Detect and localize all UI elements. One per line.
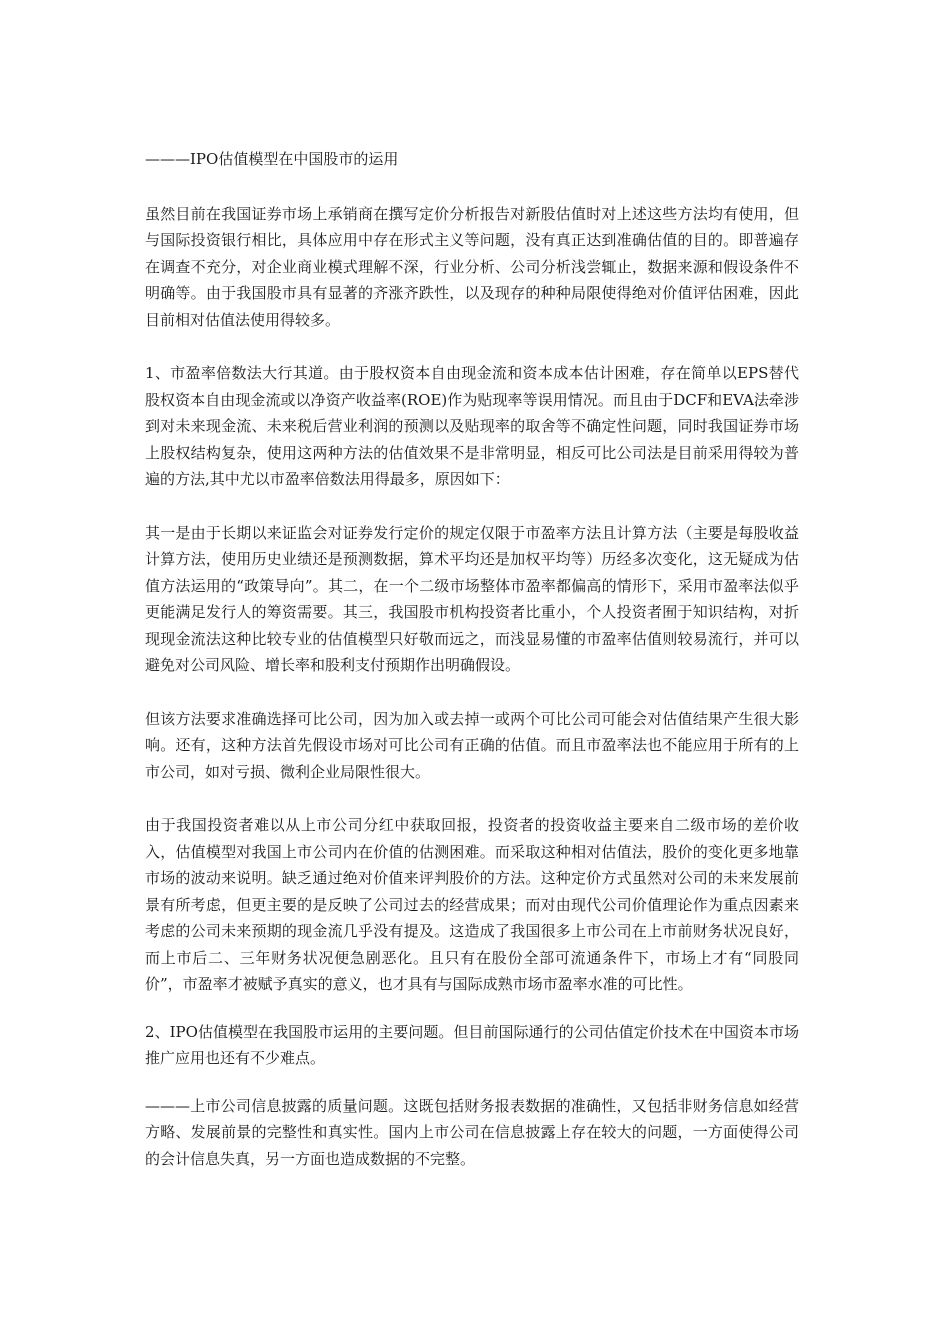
paragraph-comparable-limits: 但该方法要求准确选择可比公司，因为加入或去掉一或两个可比公司可能会对估值结果产生很大影响。还有，这种方法首先假设市场对可比公司有正确的估值。而且市盈率法也不能应用于所有的上市公司，如对亏损、微利企业局限性很大。	[145, 709, 799, 781]
paragraph-disclosure-quality: ———上市公司信息披露的质量问题。这既包括财务报表数据的准确性，又包括非财务信息如经营方略、发展前景的完整性和真实性。国内上市公司在信息披露上存在较大的问题，一方面使得公司的会计信息失真，另一方面也造成数据的不完整。	[145, 1096, 799, 1168]
paragraph-relative-valuation: 由于我国投资者难以从上市公司分红中获取回报，投资者的投资收益主要来自二级市场的差价收入，估值模型对我国上市公司内在价值的估测困难。而采取这种相对估值法，股价的变化更多地靠市场的波动来说明。缺乏通过绝对价值来评判股价的方法。这种定价方式虽然对公司的未来发展前景有所考虑，但更主要的是反映了公司过去的经营成果；而对由现代公司价值理论作为重点因素来考虑的公司未来预期的现金流几乎没有提及。这造成了我国很多上市公司在上市前财务状况良好，而上市后二、三年财务状况便急剧恶化。且只有在股份全部可流通条件下，市场上才有“同股同价”，市盈率才被赋予真实的意义，也才具有与国际成熟市场市盈率水准的可比性。	[145, 816, 799, 993]
document-page	[145, 146, 799, 1199]
paragraph-main-problems: 2、IPO估值模型在我国股市运用的主要问题。但目前国际通行的公司估值定价技术在中国资本市场推广应用也还有不少难点。	[145, 1022, 799, 1067]
paragraph-reasons: 其一是由于长期以来证监会对证券发行定价的规定仅限于市盈率方法且计算方法（主要是每股收益计算方法，使用历史业绩还是预测数据，算术平均还是加权平均等）历经多次变化，这无疑成为估值方法运用的“政策导向”。其二，在一个二级市场整体市盈率都偏高的情形下，采用市盈率法似乎更能满足发行人的筹资需要。其三，我国股市机构投资者比重小，个人投资者囿于知识结构，对折现现金流法这种比较专业的估值模型只好敬而远之，而浅显易懂的市盈率估值则较易流行，并可以避免对公司风险、增长率和股利支付预期作出明确假设。	[145, 523, 799, 674]
paragraph-intro: 虽然目前在我国证券市场上承销商在撰写定价分析报告对新股估值时对上述这些方法均有使用，但与国际投资银行相比，具体应用中存在形式主义等问题，没有真正达到准确估值的目的。即普遍存在调查不充分，对企业商业模式理解不深，行业分析、公司分析浅尝辄止，数据来源和假设条件不明确等。由于我国股市具有显著的齐涨齐跌性，以及现存的种种局限使得绝对价值评估困难，因此目前相对估值法使用得较多。	[145, 204, 799, 329]
section-heading: ———IPO估值模型在中国股市的运用	[145, 150, 399, 168]
paragraph-pe-multiple: 1、市盈率倍数法大行其道。由于股权资本自由现金流和资本成本估计困难，存在简单以EPS替代股权资本自由现金流或以净资产收益率(ROE)作为贴现率等误用情况。而且由于DCF和EVA法牵涉到对未来现金流、未来税后营业利润的预测以及贴现率的取舍等不确定性问题，同时我国证券市场上股权结构复杂，使用这两种方法的估值效果不是非常明显，相反可比公司法是目前采用得较为普遍的方法,其中尤以市盈率倍数法用得最多，原因如下：	[145, 364, 799, 488]
